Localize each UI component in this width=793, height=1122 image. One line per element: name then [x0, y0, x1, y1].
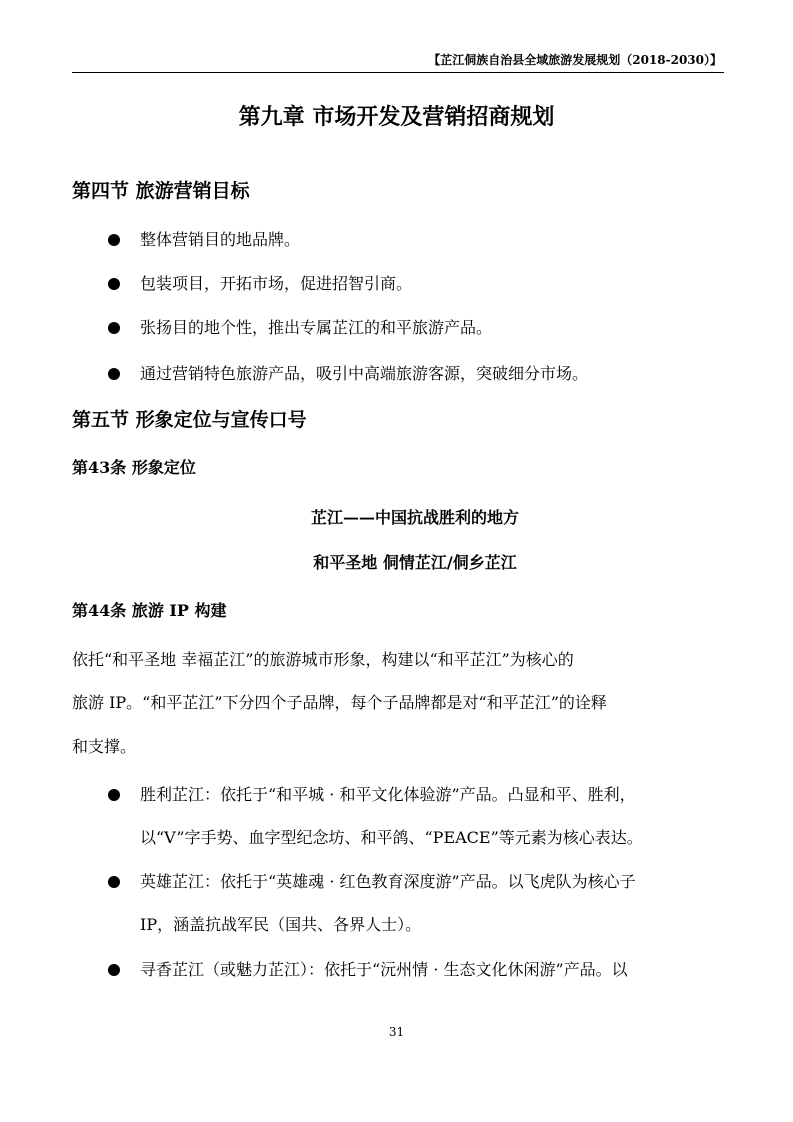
- bullet-icon: [108, 876, 120, 888]
- list-item-text: 英雄芷江：依托于“英雄魂 · 红色教育深度游”产品。以飞虎队为核心子: [140, 872, 636, 891]
- article-title-44: 第44条 旅游 IP 构建: [72, 601, 227, 620]
- running-header: 【芷江侗族自治县全域旅游发展规划（2018-2030）】: [428, 53, 722, 67]
- paragraph-line: 和支撑。: [72, 737, 137, 756]
- list-item-text-continued: IP，涵盖抗战军民（国共、各界人士）。: [140, 915, 422, 934]
- bullet-icon: [108, 322, 120, 334]
- article-title-43: 第43条 形象定位: [72, 458, 196, 477]
- paragraph-line: 依托“和平圣地 幸福芷江”的旅游城市形象，构建以“和平芷江”为核心的: [72, 650, 574, 669]
- list-item-text: 寻香芷江（或魅力芷江）：依托于“沅州情 · 生态文化休闲游”产品。以: [140, 960, 628, 979]
- slogan-line-1: 芷江——中国抗战胜利的地方: [310, 508, 519, 527]
- paragraph-line: 旅游 IP。“和平芷江”下分四个子品牌，每个子品牌都是对“和平芷江”的诠释: [72, 693, 607, 712]
- bullet-icon: [108, 278, 120, 290]
- page-number: 31: [388, 1025, 405, 1039]
- list-item-text: 通过营销特色旅游产品，吸引中高端旅游客源，突破细分市场。: [140, 364, 589, 383]
- slogan-line-2: 和平圣地 侗情芷江/侗乡芷江: [313, 553, 517, 572]
- chapter-title: 第九章 市场开发及营销招商规划: [238, 105, 555, 130]
- list-item-text: 整体营销目的地品牌。: [140, 230, 301, 249]
- list-item-text: 包装项目，开拓市场，促进招智引商。: [140, 274, 413, 293]
- bullet-icon: [108, 964, 120, 976]
- bullet-icon: [108, 368, 120, 380]
- list-item-text: 胜利芷江：依托于“和平城 · 和平文化体验游”产品。凸显和平、胜利，: [140, 785, 636, 804]
- list-item-text: 张扬目的地个性，推出专属芷江的和平旅游产品。: [140, 318, 493, 337]
- header-divider: [72, 72, 724, 73]
- section-title-5: 第五节 形象定位与宣传口号: [72, 409, 307, 431]
- section-title-4: 第四节 旅游营销目标: [72, 180, 250, 202]
- bullet-icon: [108, 789, 120, 801]
- bullet-icon: [108, 234, 120, 246]
- list-item-text-continued: 以“V”字手势、血字型纪念坊、和平鸽、“PEACE”等元素为核心表达。: [140, 828, 643, 847]
